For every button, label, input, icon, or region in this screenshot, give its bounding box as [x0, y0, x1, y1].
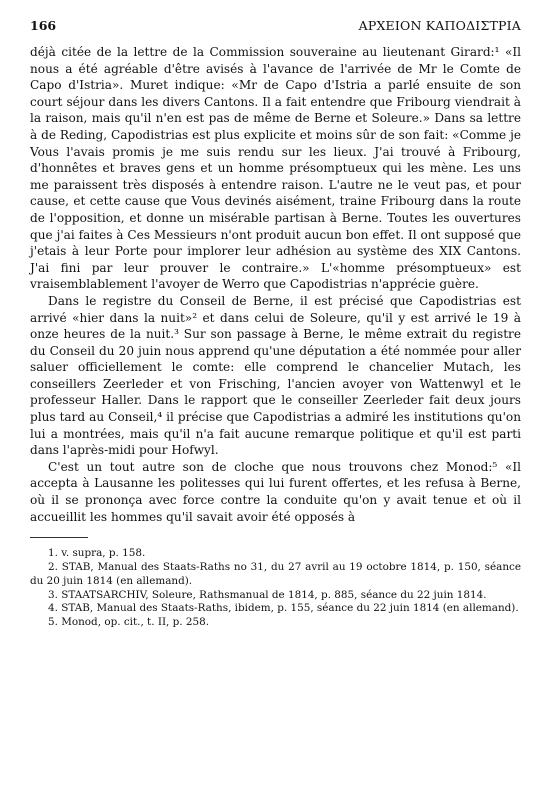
main-text	[30, 44, 521, 525]
footnote-5: 5. Monod, op. cit., t. II, p. 258.	[48, 616, 210, 629]
footnotes	[30, 547, 521, 630]
footnote-divider	[30, 537, 88, 538]
document-page	[30, 18, 521, 630]
paragraph-1: déjà citée de la lettre de la Commission souveraine au lieutenant Girard:¹ «Il nous a été agréable d'être avisés à l'avance de l'arrivée de Mr le Comte de Capo d'Istria». Muret indique: «Mr de Capo d'Istria a parlé ensuite de son court séjour dans les divers Cantons. Il a fait entendre que Fribourg viendrait à la raison, mais qu'il n'en est pas de même de Berne et Soleure.» Dans sa lettre à de Reding, Capodistrias est plus explicite et moins sûr de son fait: «Comme je Vous l'avais promis je me suis rendu sur les lieux. J'ai trouvé à Fribourg, d'honnêtes et braves gens et un homme présomptueux qui les mène. Les uns me paraissent très disposés à entendre raison. L'autre ne le veut pas, et pour cause, et cette cause que Vous devinés aisément, traine Fribourg dans la route de l'opposition, et donne un misérable partisan à Berne. Toutes les ouvertures que j'ai faites à Ces Messieurs n'ont produit aucun bon effet. Il ont supposé que j'etais à leur Porte pour implorer leur adhésion au système des XIX Cantons. J'ai fini par leur prouver le contraire.» L'«homme présomptueux» est vraisemblablement l'avoyer de Werro que Capodistrias n'apprécie guère.	[30, 45, 521, 292]
paragraph-3: C'est un tout autre son de cloche que nous trouvons chez Monod:⁵ «Il accepta à Lausanne les politesses qui lui furent offertes, et les refusa à Berne, où il se prononça avec force contre la conduite qu'on y avait tenue et où il accueillit les hommes qu'il savait avoir été opposés à	[30, 459, 521, 524]
page-header	[30, 18, 521, 40]
footnote-4: 4. STAB, Manual des Staats-Raths, ibidem, p. 155, séance du 22 juin 1814 (en allemand).	[48, 602, 519, 615]
page-number: 166	[30, 18, 57, 33]
footnote-3: 3. STAATSARCHIV, Soleure, Rathsmanual de 1814, p. 885, séance du 22 juin 1814.	[48, 588, 487, 601]
footnote-2: 2. STAB, Manual des Staats-Raths no 31, du 27 avril au 19 octobre 1814, p. 150, séance du 20 juin 1814 (en allemand).	[30, 561, 521, 587]
running-title: ΑΡΧΕΙΟΝ ΚΑΠΟΔΙΣΤΡΙΑ	[358, 18, 521, 33]
footnote-1: 1. v. supra, p. 158.	[48, 547, 146, 560]
paragraph-2: Dans le registre du Conseil de Berne, il est précisé que Capodistrias est arrivé «hier dans la nuit»² et dans celui de Soleure, qu'il y est arrivé le 19 à onze heures de la nuit.³ Sur son passage à Berne, le même extrait du registre du Conseil du 20 juin nous apprend qu'une députation a été nommée pour aller saluer officiellement le comte: elle comprend le chancelier Mutach, les conseillers Zeerleder et von Frisching, l'ancien avoyer von Wattenwyl et le professeur Haller. Dans le rapport que le conseiller Zeerleder fait deux jours plus tard au Conseil,⁴ il précise que Capodistrias a admiré les institutions qu'on lui a montrées, mais qu'il n'a fait aucune remarque politique et qu'il est parti dans l'après-midi pour Hofwyl.	[30, 293, 521, 458]
